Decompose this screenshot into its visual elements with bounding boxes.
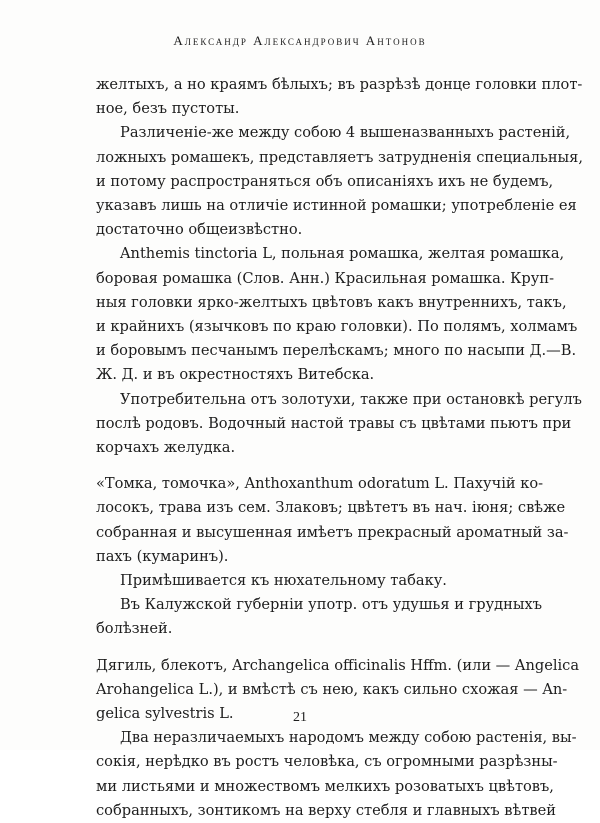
text-line: боровая ромашка (Слов. Анн.) Красильная ромашка. Круп- bbox=[96, 269, 555, 287]
text-line: собранныхъ, зонтикомъ на верху стебля и главныхъ вѣтвей bbox=[96, 801, 556, 819]
text-line: Arohangelica L.), и вмѣстѣ съ нею, какъ сильно схожая — An- bbox=[96, 680, 568, 698]
text-line: и потому распространяться объ описаніяхъ ихъ не будемъ, bbox=[96, 172, 554, 190]
text-line: ложныхъ ромашекъ, представляетъ затрудненія специальныя, bbox=[96, 148, 584, 166]
paragraph-start-line: Примѣшивается къ нюхательному табаку. bbox=[120, 572, 447, 590]
paragraph-start-line: Въ Калужской губерніи употр. отъ удушья и грудныхъ bbox=[120, 596, 543, 614]
paragraph-start-line: Два неразличаемыхъ народомъ между собою растенія, вы- bbox=[120, 729, 577, 747]
running-header: Александр Александрович Антонов bbox=[173, 33, 427, 48]
text-line: послѣ родовъ. Водочный настой травы съ цвѣтами пьютъ при bbox=[96, 414, 572, 432]
text-line: и боровымъ песчанымъ перелѣскамъ; много по насыпи Д.—В. bbox=[96, 342, 577, 360]
text-line: сокія, нерѣдко въ ростъ человѣка, съ огромными разрѣзны- bbox=[96, 753, 558, 771]
text-line: собранная и высушенная имѣетъ прекрасный ароматный за- bbox=[96, 523, 569, 541]
page-number: 21 bbox=[293, 710, 307, 725]
text-line: пахъ (кумаринъ). bbox=[96, 547, 229, 565]
entry-heading-line: Дягиль, блекотъ, Archangelica officinalis Hffm. (или — Angelica bbox=[96, 656, 580, 674]
paragraph-start-line: Употребительна отъ золотухи, также при остановкѣ регулъ bbox=[120, 390, 582, 408]
text-line: Ж. Д. и въ окрестностяхъ Витебска. bbox=[96, 366, 375, 384]
text-line: ныя головки ярко-желтыхъ цвѣтовъ какъ внутреннихъ, такъ, bbox=[96, 293, 567, 311]
text-line: достаточно общеизвѣстно. bbox=[96, 221, 303, 239]
text-line: и крайнихъ (язычковъ по краю головки). По полямъ, холмамъ bbox=[96, 318, 578, 336]
text-line: указавъ лишь на отличіе истинной ромашки; употребленіе ея bbox=[96, 197, 577, 215]
text-line: gelica sylvestris L. bbox=[96, 705, 234, 723]
paragraph-start-line: Anthemis tinctoria L, польная ромашка, желтая ромашка, bbox=[120, 245, 565, 263]
text-line: корчахъ желудка. bbox=[96, 439, 236, 457]
paragraph-start-line: Различеніе-же между собою 4 вышеназванныхъ растеній, bbox=[120, 124, 571, 142]
text-line: ми листьями и множествомъ мелкихъ розоватыхъ цвѣтовъ, bbox=[96, 777, 554, 795]
text-line: ное, безъ пустоты. bbox=[96, 100, 240, 118]
text-line: желтыхъ, а но краямъ бѣлыхъ; въ разрѣзѣ донце головки плот- bbox=[96, 76, 583, 93]
entry-heading-line: «Томка, томочка», Anthoxanthum odoratum L. Пахучій ко- bbox=[96, 475, 544, 493]
text-line: болѣзней. bbox=[96, 620, 173, 638]
text-line: лосокъ, трава изъ сем. Злаковъ; цвѣтетъ въ нач. іюня; свѣже bbox=[96, 499, 566, 517]
